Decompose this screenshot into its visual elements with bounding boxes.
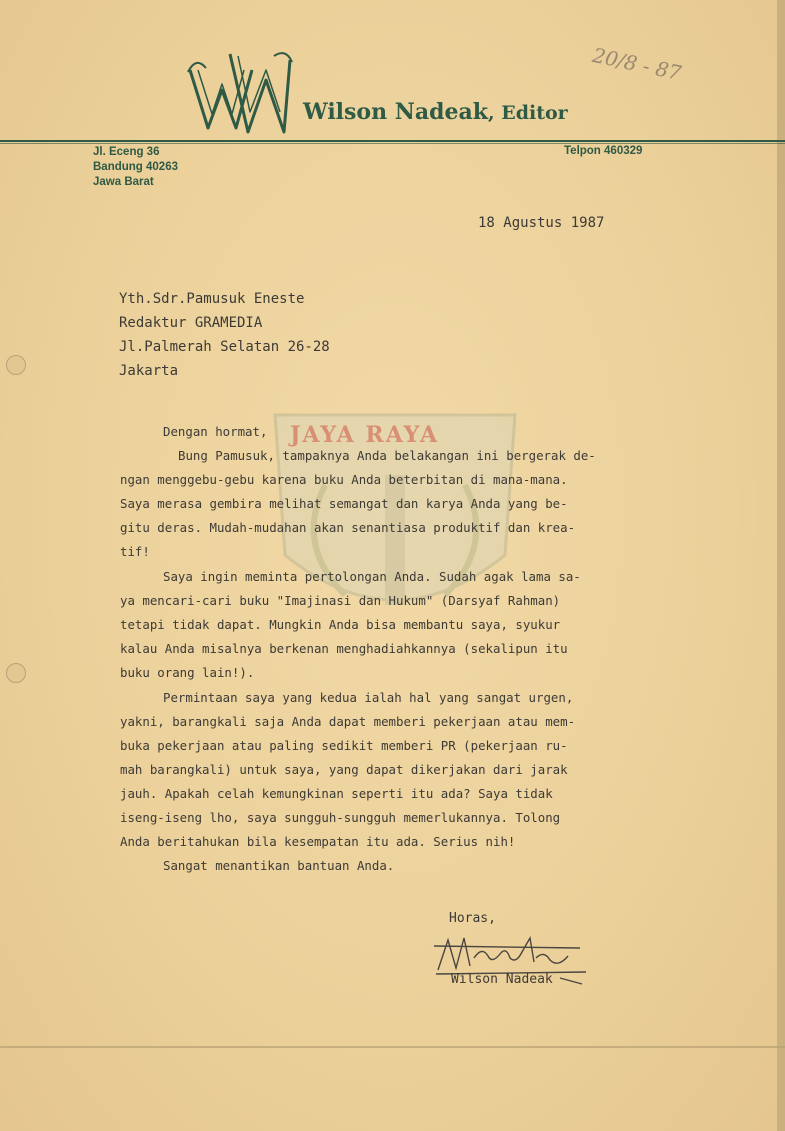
recipient-line: Yth.Sdr.Pamusuk Eneste (119, 291, 305, 307)
body-line: tetapi tidak dapat. Mungkin Anda bisa membantu saya, syukur (120, 617, 561, 632)
body-line: Saya ingin meminta pertolongan Anda. Sudah agak lama sa- (163, 569, 581, 584)
page-edge (777, 0, 785, 1131)
letterhead-address (93, 145, 178, 190)
body-line: Permintaan saya yang kedua ialah hal yang sangat urgen, (163, 690, 574, 705)
body-line: buka pekerjaan atau paling sedikit memberi PR (pekerjaan ru- (120, 738, 568, 753)
signer-name: Wilson Nadeak (451, 972, 553, 987)
body-line: yakni, barangkali saja Anda dapat memberi pekerjaan atau mem- (120, 714, 576, 729)
wn-monogram-logo (186, 50, 294, 138)
punch-hole (6, 663, 26, 683)
letter-date: 18 Agustus 1987 (478, 215, 605, 231)
recipient-line: Jakarta (119, 363, 179, 379)
letterhead-rule-thin (0, 143, 785, 144)
body-line: gitu deras. Mudah-mudahan akan senantiasa produktif dan krea- (120, 520, 576, 535)
body-line: Dengan hormat, (163, 424, 268, 439)
body-line: ngan menggebu-gebu karena buku Anda beterbitan di mana-mana. (120, 472, 568, 487)
body-line: tif! (120, 544, 150, 559)
page-fold-line (0, 1046, 785, 1048)
body-line: mah barangkali) untuk saya, yang dapat dikerjakan dari jarak (120, 762, 568, 777)
address-line: Bandung 40263 (93, 161, 178, 173)
body-line: Anda beritahukan bila kesempatan itu ada. Serius nih! (120, 834, 516, 849)
body-line: Bung Pamusuk, tampaknya Anda belakangan ini bergerak de- (178, 448, 596, 463)
recipient-line: Jl.Palmerah Selatan 26-28 (119, 339, 330, 355)
body-line: ya mencari-cari buku "Imajinasi dan Hukum" (Darsyaf Rahman) (120, 593, 561, 608)
watermark-text: JAYA RAYA (290, 422, 440, 448)
closing-salutation: Horas, (449, 911, 496, 926)
body-line: iseng-iseng lho, saya sungguh-sungguh memerlukannya. Tolong (120, 810, 561, 825)
recipient-line: Redaktur GRAMEDIA (119, 315, 263, 331)
letterhead-name: Wilson Nadeak, Editor (303, 99, 568, 125)
recipient-block (119, 287, 330, 383)
body-line: buku orang lain!). (120, 665, 255, 680)
body-line: kalau Anda misalnya berkenan menghadiahkannya (sekalipun itu (120, 641, 568, 656)
address-line: Jawa Barat (93, 176, 154, 188)
body-line: Saya merasa gembira melihat semangat dan karya Anda yang be- (120, 496, 568, 511)
body-line: Sangat menantikan bantuan Anda. (163, 858, 395, 873)
address-line: Jl. Eceng 36 (93, 146, 160, 158)
body-line: jauh. Apakah celah kemungkinan seperti itu ada? Saya tidak (120, 786, 553, 801)
pencil-annotation: 20/8 - 87 (590, 42, 684, 86)
letterhead-rule (0, 140, 785, 142)
punch-hole (6, 355, 26, 375)
letterhead-phone: Telpon 460329 (564, 145, 643, 157)
